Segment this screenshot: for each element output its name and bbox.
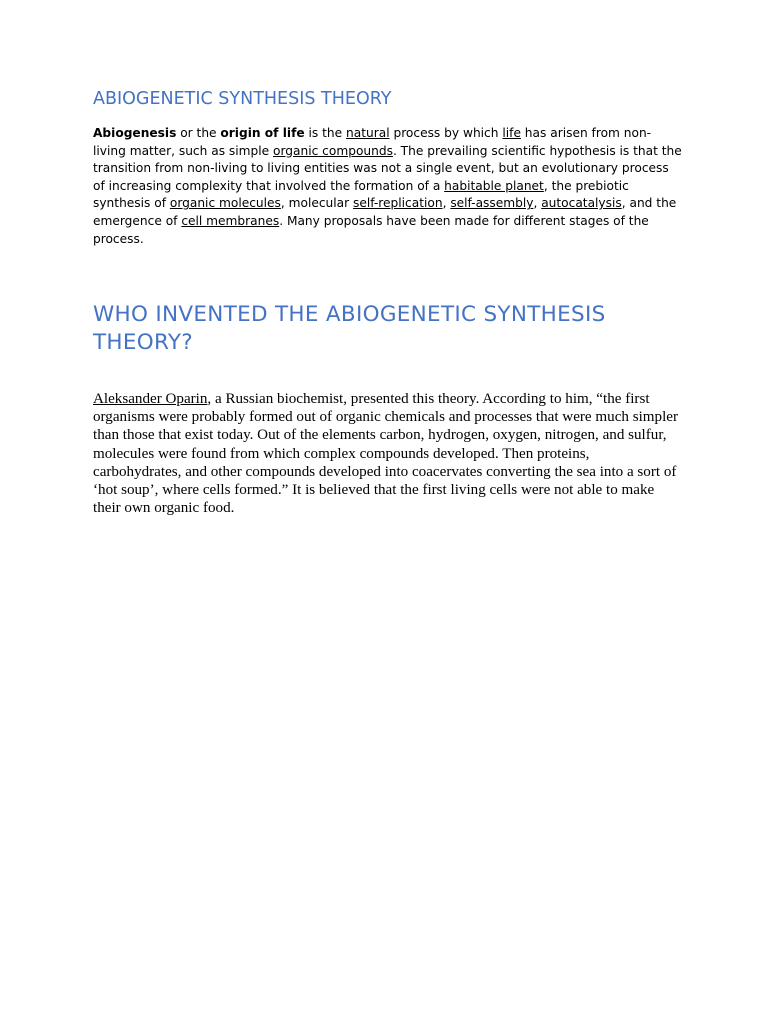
hyperlink[interactable]: self-replication <box>353 196 443 211</box>
text-run: or the <box>176 126 221 140</box>
hyperlink[interactable]: cell membranes <box>181 213 280 228</box>
text-run: . Many proposals have been made for different stages of the process. <box>93 213 649 246</box>
bold-term: origin of life <box>220 126 305 140</box>
bold-term: Abiogenesis <box>93 126 177 140</box>
text-run: , <box>442 196 451 211</box>
text-run: has arisen from non-living matter, such as simple <box>93 126 652 158</box>
text-run: , molecular <box>280 196 354 211</box>
text-run: , and the emergence of <box>93 196 677 228</box>
oparin-paragraph <box>93 390 681 517</box>
text-run: , a Russian biochemist, presented this theory. According to him, “the first organisms were probably formed out of organic chemicals and processes that were much simpler than those that exist today. Out of the elements carbon, hydrogen, oxygen, nitrogen, and sulfur, molecules were found from which complex compounds developed. Then proteins, carbohydrates, and other compounds developed into coacervates converting the sea into a sort of ‘hot soup’, where cells formed.” It is believed that the first living cells were not able to make their own organic food. <box>93 391 678 517</box>
text-run: is the <box>304 126 347 140</box>
text-run: , the prebiotic synthesis of <box>93 178 629 211</box>
text-run: process by which <box>389 126 503 140</box>
hyperlink[interactable]: autocatalysis <box>541 196 622 211</box>
section-heading-who-invented: WHO INVENTED THE ABIOGENETIC SYNTHESIS THEORY? <box>93 302 606 355</box>
text-run: , <box>533 196 542 211</box>
hyperlink[interactable]: habitable planet <box>444 178 544 193</box>
section-heading-abiogenetic-synthesis-theory: ABIOGENETIC SYNTHESIS THEORY <box>93 89 392 109</box>
text-run: . The prevailing scientific hypothesis is that the transition from non-living to living entities was not a single event, but an evolutionary process of increasing complexity that involved the formation of a <box>93 143 682 193</box>
hyperlink[interactable]: natural <box>346 126 390 140</box>
hyperlink[interactable]: Aleksander Oparin <box>93 391 208 407</box>
hyperlink[interactable]: organic compounds <box>273 143 393 158</box>
hyperlink[interactable]: self-assembly <box>450 196 534 211</box>
abiogenesis-paragraph <box>93 125 683 248</box>
hyperlink[interactable]: life <box>502 126 521 140</box>
hyperlink[interactable]: organic molecules <box>169 196 281 211</box>
